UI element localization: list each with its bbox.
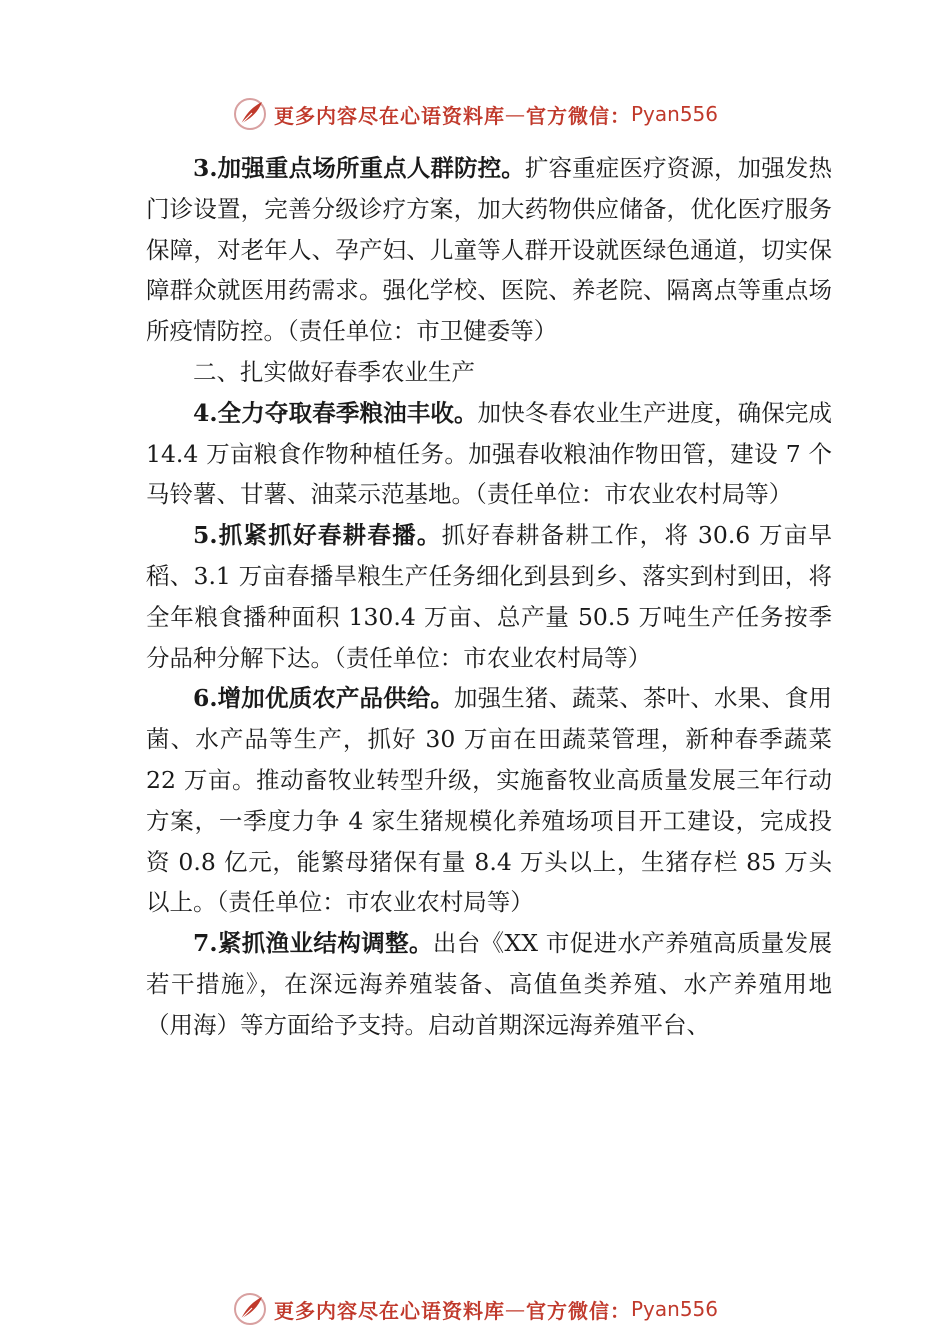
paragraph-text: 抓好春耕备耕工作，将 30.6 万亩早稻、3.1 万亩春播旱粮生产任务细化到县到乡、落实到村到田，将全年粮食播种面积 130.4 万亩、总产量 50.5 万吨生产任务按季分品种分解下达。（责任单位：市农业农村局等）: [146, 521, 832, 672]
feather-pen-logo-icon: [232, 1291, 268, 1327]
watermark-label: 官方微信：: [525, 1298, 631, 1323]
paragraph-5: [146, 515, 832, 678]
paragraph-lead: 5.抓紧抓好春耕春播。: [193, 521, 442, 550]
paragraph-3: [146, 148, 832, 352]
paragraph-lead: 6.增加优质农产品供给。: [193, 684, 454, 713]
document-body: [146, 148, 832, 1046]
watermark-brand: 更多内容尽在心语资料库: [273, 1298, 505, 1323]
paragraph-lead: 4.全力夺取春季粮油丰收。: [193, 398, 478, 427]
watermark-brand: 更多内容尽在心语资料库: [273, 103, 505, 128]
paragraph-text: 扩容重症医疗资源，加强发热门诊设置，完善分级诊疗方案，加大药物供应储备，优化医疗服务保障，对老年人、孕产妇、儿童等人群开设就医绿色通道，切实保障群众就医用药需求。强化学校、医院、养老院、隔离点等重点场所疫情防控。（责任单位：市卫健委等）: [146, 154, 832, 346]
paragraph-text: 加强生猪、蔬菜、茶叶、水果、食用菌、水产品等生产，抓好 30 万亩在田蔬菜管理，新种春季蔬菜 22 万亩。推动畜牧业转型升级，实施畜牧业高质量发展三年行动方案，一季度力争 4 家生猪规模化养殖场项目开工建设，完成投资 0.8 亿元，能繁母猪保有量 8.4 万头以上，生猪存栏 85 万头以上。（责任单位：市农业农村局等）: [146, 684, 832, 917]
feather-pen-logo-icon: [232, 96, 268, 132]
section-heading: 二、扎实做好春季农业生产: [193, 357, 475, 386]
watermark-dash: —: [504, 102, 526, 126]
watermark-dash: —: [504, 1297, 526, 1321]
watermark-account: Pyan556: [630, 1297, 718, 1321]
footer-watermark: [0, 1289, 950, 1329]
paragraph-lead: 3.加强重点场所重点人群防控。: [193, 154, 525, 182]
paragraph-6: [146, 678, 832, 923]
paragraph-lead: 7.紧抓渔业结构调整。: [193, 929, 433, 958]
paragraph-4: [146, 393, 832, 515]
watermark-label: 官方微信：: [525, 103, 631, 128]
paragraph-7: [146, 923, 832, 1045]
watermark-account: Pyan556: [630, 102, 718, 126]
paragraph-text: 出台《XX 市促进水产养殖高质量发展若干措施》，在深远海养殖装备、高值鱼类养殖、水产养殖用地（用海）等方面给予支持。启动首期深远海养殖平台、: [146, 929, 832, 1039]
header-watermark: [0, 94, 950, 134]
paragraph-text: 加快冬春农业生产进度，确保完成 14.4 万亩粮食作物种植任务。加强春收粮油作物田管，建设 7 个马铃薯、甘薯、油菜示范基地。（责任单位：市农业农村局等）: [146, 398, 832, 509]
